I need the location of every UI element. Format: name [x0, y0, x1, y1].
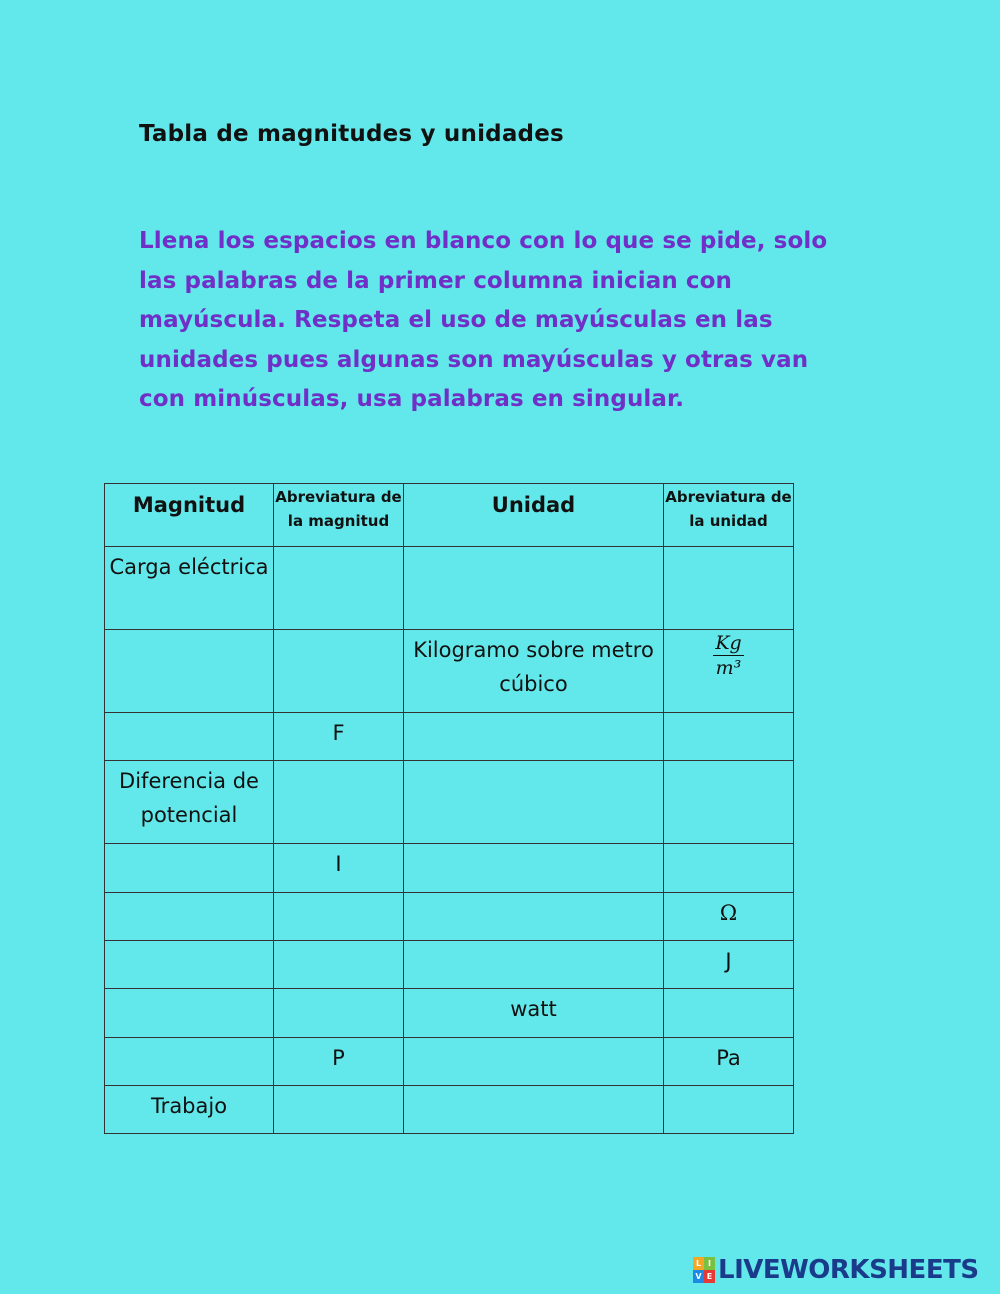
- cell-abrev-magnitud[interactable]: [274, 893, 404, 941]
- cell-magnitud[interactable]: [105, 547, 274, 630]
- cell-text: [274, 547, 403, 550]
- cell-text: [404, 713, 663, 716]
- table-row: [105, 713, 794, 761]
- cell-text: [274, 1086, 403, 1089]
- page-title: Tabla de magnitudes y unidades: [139, 121, 564, 147]
- cell-unidad[interactable]: [404, 761, 664, 844]
- table-row: [105, 1086, 794, 1134]
- cell-abrev-magnitud[interactable]: [274, 844, 404, 893]
- cell-text: Ω: [719, 901, 738, 925]
- cell-abrev-magnitud[interactable]: [274, 1038, 404, 1086]
- cell-text: [664, 713, 793, 716]
- cell-text: [105, 844, 273, 847]
- fraction-denominator: m³: [715, 657, 742, 679]
- cell-text: F: [332, 721, 345, 745]
- logo-mark-letter: I: [704, 1257, 715, 1270]
- cell-magnitud[interactable]: [105, 893, 274, 941]
- table-header-row: [105, 484, 794, 547]
- header-unidad: Unidad: [404, 484, 664, 547]
- cell-unidad[interactable]: [404, 713, 664, 761]
- cell-text: [274, 630, 403, 633]
- cell-abrev-unidad[interactable]: [664, 989, 794, 1038]
- cell-magnitud[interactable]: [105, 941, 274, 989]
- table-row: [105, 547, 794, 630]
- cell-magnitud[interactable]: [105, 1038, 274, 1086]
- cell-magnitud[interactable]: [105, 761, 274, 844]
- table-row: [105, 989, 794, 1038]
- cell-abrev-unidad[interactable]: [664, 547, 794, 630]
- cell-abrev-unidad[interactable]: [664, 713, 794, 761]
- header-magnitud: Magnitud: [105, 484, 274, 547]
- cell-text: [274, 941, 403, 944]
- cell-text: [105, 1038, 273, 1041]
- cell-text: [664, 761, 793, 764]
- cell-abrev-unidad[interactable]: [664, 844, 794, 893]
- cell-magnitud[interactable]: [105, 713, 274, 761]
- cell-text: [274, 761, 403, 764]
- cell-abrev-unidad[interactable]: [664, 630, 794, 713]
- cell-abrev-magnitud[interactable]: [274, 547, 404, 630]
- cell-text: P: [332, 1046, 345, 1070]
- cell-text: [404, 547, 663, 550]
- table-row: [105, 761, 794, 844]
- cell-text: [404, 893, 663, 896]
- cell-unidad[interactable]: [404, 941, 664, 989]
- cell-abrev-unidad[interactable]: [664, 761, 794, 844]
- table-row: [105, 844, 794, 893]
- cell-magnitud[interactable]: [105, 1086, 274, 1134]
- unit-fraction: [713, 632, 743, 679]
- cell-text: J: [725, 949, 732, 973]
- table-row: [105, 941, 794, 989]
- cell-text: [664, 547, 793, 550]
- cell-text: I: [335, 852, 342, 876]
- cell-text: [404, 761, 663, 764]
- cell-text: [274, 893, 403, 896]
- cell-unidad[interactable]: [404, 1086, 664, 1134]
- cell-unidad[interactable]: [404, 844, 664, 893]
- cell-abrev-unidad[interactable]: [664, 1038, 794, 1086]
- cell-unidad[interactable]: [404, 1038, 664, 1086]
- cell-text: [404, 844, 663, 847]
- header-abreviatura-unidad: Abreviatura de la unidad: [664, 484, 794, 547]
- cell-text: [404, 1086, 663, 1089]
- cell-text: [105, 713, 273, 716]
- cell-text: Carga eléctrica: [109, 555, 269, 579]
- cell-text: Pa: [716, 1046, 741, 1070]
- cell-abrev-magnitud[interactable]: [274, 1086, 404, 1134]
- cell-abrev-magnitud[interactable]: [274, 941, 404, 989]
- cell-text: Diferencia de potencial: [119, 769, 259, 827]
- cell-text: [105, 941, 273, 944]
- magnitudes-table: [104, 483, 794, 1134]
- logo-text: LIVEWORKSHEETS: [718, 1255, 979, 1285]
- cell-text: [404, 1038, 663, 1041]
- cell-text: Kilogramo sobre metro cúbico: [413, 638, 654, 696]
- logo-mark-letter: E: [704, 1270, 715, 1283]
- cell-unidad[interactable]: [404, 630, 664, 713]
- cell-unidad[interactable]: [404, 989, 664, 1038]
- table-row: [105, 630, 794, 713]
- cell-abrev-magnitud[interactable]: [274, 761, 404, 844]
- liveworksheets-logo[interactable]: [693, 1256, 979, 1284]
- table-row: [105, 893, 794, 941]
- cell-unidad[interactable]: [404, 547, 664, 630]
- cell-abrev-unidad[interactable]: [664, 1086, 794, 1134]
- cell-magnitud[interactable]: [105, 630, 274, 713]
- cell-abrev-magnitud[interactable]: [274, 713, 404, 761]
- cell-text: [404, 941, 663, 944]
- cell-abrev-magnitud[interactable]: [274, 989, 404, 1038]
- cell-text: [664, 1086, 793, 1089]
- cell-text: [105, 989, 273, 992]
- cell-text: [664, 989, 793, 992]
- cell-abrev-unidad[interactable]: [664, 941, 794, 989]
- cell-unidad[interactable]: [404, 893, 664, 941]
- header-abreviatura-magnitud: Abreviatura de la magnitud: [274, 484, 404, 547]
- cell-text: [105, 893, 273, 896]
- table-row: [105, 1038, 794, 1086]
- logo-mark-letter: V: [693, 1270, 704, 1283]
- cell-text: [105, 630, 273, 633]
- fraction-numerator: Kg: [715, 632, 742, 654]
- cell-text: watt: [510, 997, 557, 1021]
- cell-magnitud[interactable]: [105, 844, 274, 893]
- cell-abrev-unidad[interactable]: [664, 893, 794, 941]
- cell-text: Trabajo: [150, 1094, 228, 1118]
- cell-abrev-magnitud[interactable]: [274, 630, 404, 713]
- logo-mark-icon: [693, 1257, 715, 1283]
- instructions-text: Llena los espacios en blanco con lo que se pide, solo las palabras de la primer columna inician con mayúscula. Respeta el uso de mayúsculas en las unidades pues algunas son mayúsculas y otras van con minúsculas, usa palabras en singular.: [139, 228, 828, 412]
- cell-text: [664, 844, 793, 847]
- logo-mark-letter: L: [693, 1257, 704, 1270]
- cell-magnitud[interactable]: [105, 989, 274, 1038]
- cell-text: [274, 989, 403, 992]
